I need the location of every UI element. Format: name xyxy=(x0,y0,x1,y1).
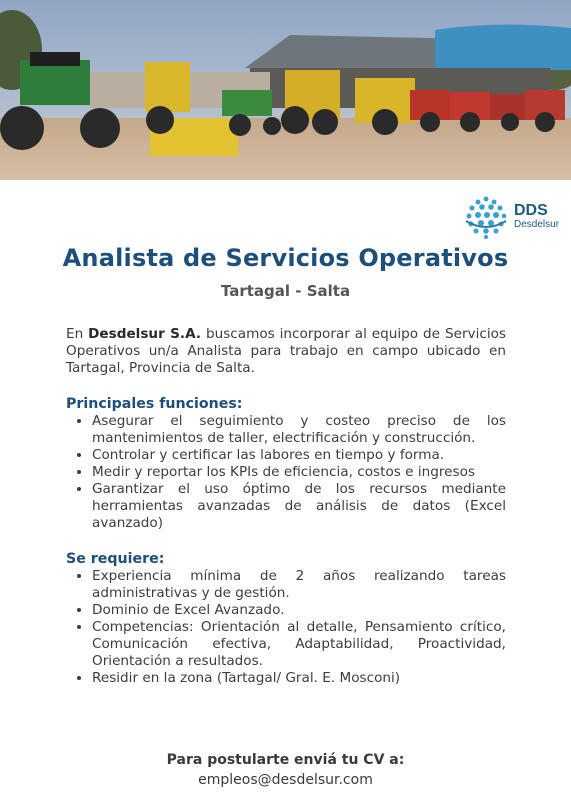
dds-logo xyxy=(462,193,562,243)
hero-photo-machinery-yard xyxy=(0,0,571,180)
functions-list xyxy=(66,413,506,532)
apply-email[interactable]: empleos@desdelsur.com xyxy=(198,772,373,788)
functions-heading: Principales funciones: xyxy=(66,396,243,412)
apply-label: Para postularte enviá tu CV a: xyxy=(166,752,405,768)
hero-illustration xyxy=(0,0,571,180)
dds-globe-logo-icon xyxy=(462,193,510,241)
requirements-heading: Se requiere: xyxy=(66,551,165,567)
logo-brand: DDS xyxy=(514,202,548,219)
intro-paragraph xyxy=(66,326,506,377)
job-title: Analista de Servicios Operativos xyxy=(62,244,509,272)
list-item: • Medir y reportar los KPIs de eficiencia, costos e ingresos xyxy=(92,464,506,481)
list-item: • Competencias: Orientación al detalle, Pensamiento crítico, Comunicación efectiva, Adaptabilidad, Proactividad, Orientación a resultados. xyxy=(92,619,506,670)
intro-text: buscamos incorporar al equipo de Servicios Operativos un/a Analista para trabajo en campo ubicado en Tartagal, Provincia de Salta. xyxy=(66,326,506,376)
list-item: • Residir en la zona (Tartagal/ Gral. E. Mosconi) xyxy=(92,670,506,687)
requirements-list xyxy=(66,568,506,687)
job-description xyxy=(66,326,506,705)
list-item: • Garantizar el uso óptimo de los recursos mediante herramientas avanzadas de análisis de datos (Excel avanzado) xyxy=(92,481,506,532)
intro-prefix: En xyxy=(66,326,89,342)
list-item: • Controlar y certificar las labores en tiempo y forma. xyxy=(92,447,506,464)
list-item: • Dominio de Excel Avanzado. xyxy=(92,602,506,619)
list-item: • Experiencia mínima de 2 años realizando tareas administrativas y de gestión. xyxy=(92,568,506,602)
list-item: • Asegurar el seguimiento y costeo preciso de los mantenimientos de taller, electrificación y construcción. xyxy=(92,413,506,447)
company-name: Desdelsur S.A. xyxy=(88,326,202,342)
job-location: Tartagal - Salta xyxy=(220,282,351,300)
logo-subtitle: Desdelsur xyxy=(514,219,560,230)
logo-text xyxy=(514,203,559,231)
